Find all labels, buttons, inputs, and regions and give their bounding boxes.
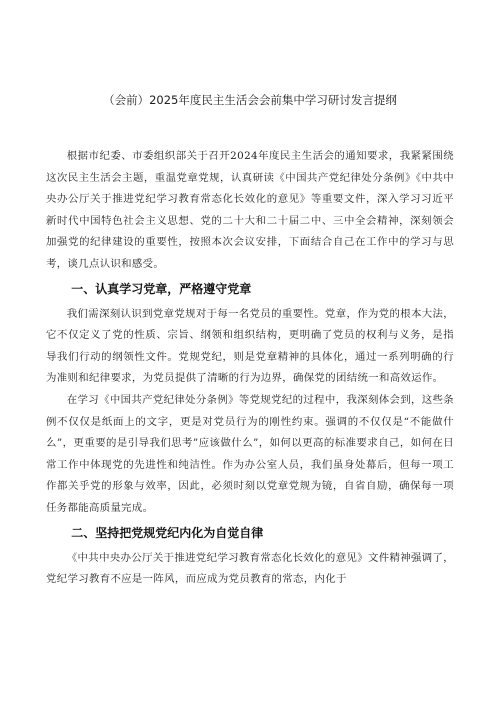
section-2-paragraph-1: 《中共中央办公厅关于推进党纪学习教育常态化长效化的意见》文件精神强调了，党纪学习教育不应是一阵风，而应成为党员教育的常态，内化于 bbox=[46, 551, 454, 586]
section-1-paragraph-2: 在学习《中国共产党纪律处分条例》等党规党纪的过程中，我深刻体会到，这些条例不仅仅是纸面上的文字，更是对党员行为的刚性约束。强调的不仅仅是“不能做什么”，更重要的是引导我们思考”应该做什么”，如何以更高的标准要求自己，如何在日常工作中体现党的先进性和纯洁性。作为办公室人员，我们虽身处幕后，但每一项工作都关乎党的形象与效率，因此，必须时刻以党章党规为镜，自省自励，确保每一项任务都能高质量完成。 bbox=[46, 393, 454, 514]
section-1-heading: 一、认真学习党章，严格遵守党章 bbox=[71, 281, 252, 296]
section-1-paragraph-1: 我们需深刻认识到党章党规对于每一名党员的重要性。党章，作为党的根本大法，它不仅定义了党的性质、宗旨、纲领和组织结构，更明确了党员的权利与义务，是指导我们行动的纲领性文件。党规党纪，则是党章精神的具体化，通过一系列明确的行为准则和纪律要求，为党员提供了清晰的行为边界，确保党的团结统一和高效运作。 bbox=[46, 307, 454, 385]
section-2-heading: 二、坚持把党规党纪内化为自觉自律 bbox=[71, 525, 264, 540]
intro-paragraph: 根据市纪委、市委组织部关于召开2024年度民主生活会的通知要求，我紧紧围绕这次民主生活会主题，重温党章党规，认真研读《中国共产党纪律处分条例》《中共中央办公厅关于推进党纪学习教育常态化长效化的意见》等重要文件，深入学习习近平新时代中国特色社会主义思想、党的二十大和二十届二中、三中全会精神，深刻领会加强党的纪律建设的重要性，按照本次会议安排，下面结合自己在工作中的学习与思考，谈几点认识和感受。 bbox=[46, 150, 454, 270]
document-title: （会前）2025年度民主生活会会前集中学习研讨发言提纲 bbox=[103, 93, 397, 107]
